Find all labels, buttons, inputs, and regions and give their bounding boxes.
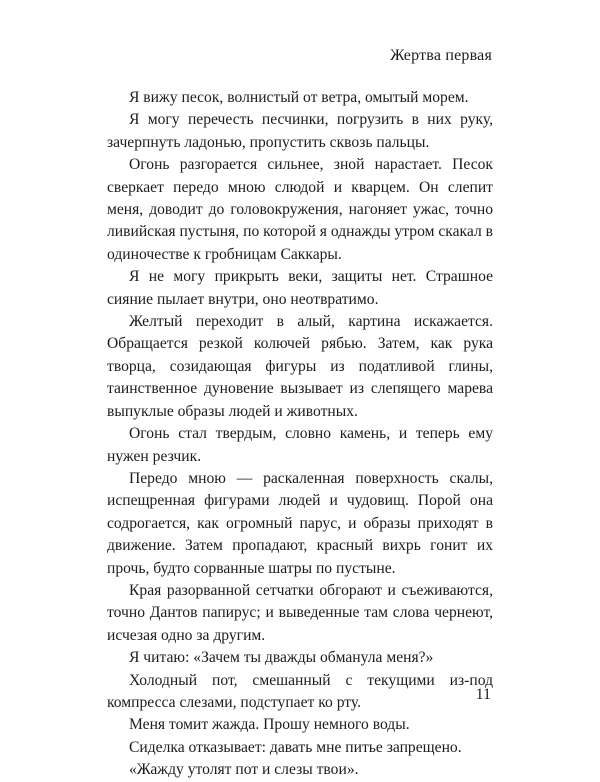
paragraph-9: Я читаю: «Зачем ты дважды обманула меня?»	[129, 649, 434, 667]
running-header: Жертва первая	[390, 47, 492, 64]
paragraph-12: Сиделка отказывает: давать мне питье запрещено.	[129, 738, 462, 756]
paragraph-3: Огонь разгорается сильнее, зной нарастает. Песок сверкает передо мною слюдой и кварцем. Он слепит меня, доводит до головокружения, нагоняет ужас, точно ливийская пустыня, по которой я однажды утром скакал в одиночестве к гробницам Саккары.	[107, 156, 493, 263]
page-number: 11	[475, 686, 491, 703]
paragraph-5: Желтый переходит в алый, картина искажается. Обращается резкой колючей рябью. Затем, как рука творца, созидающая фигуры из податливой глины, таинственное дуновение вызывает из слепящего марева выпуклые образы людей и животных.	[107, 313, 493, 420]
paragraph-10: Холодный пот, смешанный с текущими из-под компресса слезами, подступает ко рту.	[107, 671, 493, 711]
paragraph-8: Края разорванной сетчатки обгорают и съеживаются, точно Дантов папирус; и выведенные там слова чернеют, исчезая одно за другим.	[107, 581, 493, 644]
paragraph-4: Я не могу прикрыть веки, защиты нет. Страшное сияние пылает внутри, оно неотвратимо.	[107, 268, 493, 308]
paragraph-6: Огонь стал твердым, словно камень, и теперь ему нужен резчик.	[107, 425, 493, 465]
paragraph-2: Я могу перечесть песчинки, погрузить в них руку, зачерпнуть ладонью, пропустить сквозь пальцы.	[107, 111, 493, 151]
paragraph-7: Передо мною — раскаленная поверхность скалы, испещренная фигурами людей и чудовищ. Порой она содрогается, как огромный парус, и образы приходят в движение. Затем пропадают, красный вихрь гонит их прочь, будто сорванные шатры по пустыне.	[107, 469, 493, 577]
body-text	[107, 87, 493, 782]
paragraph-13: «Жажду утолят пот и слезы твои».	[129, 761, 359, 779]
paragraph-1: Я вижу песок, волнистый от ветра, омытый морем.	[129, 89, 469, 106]
paragraph-11: Меня томит жажда. Прошу немного воды.	[129, 716, 410, 734]
